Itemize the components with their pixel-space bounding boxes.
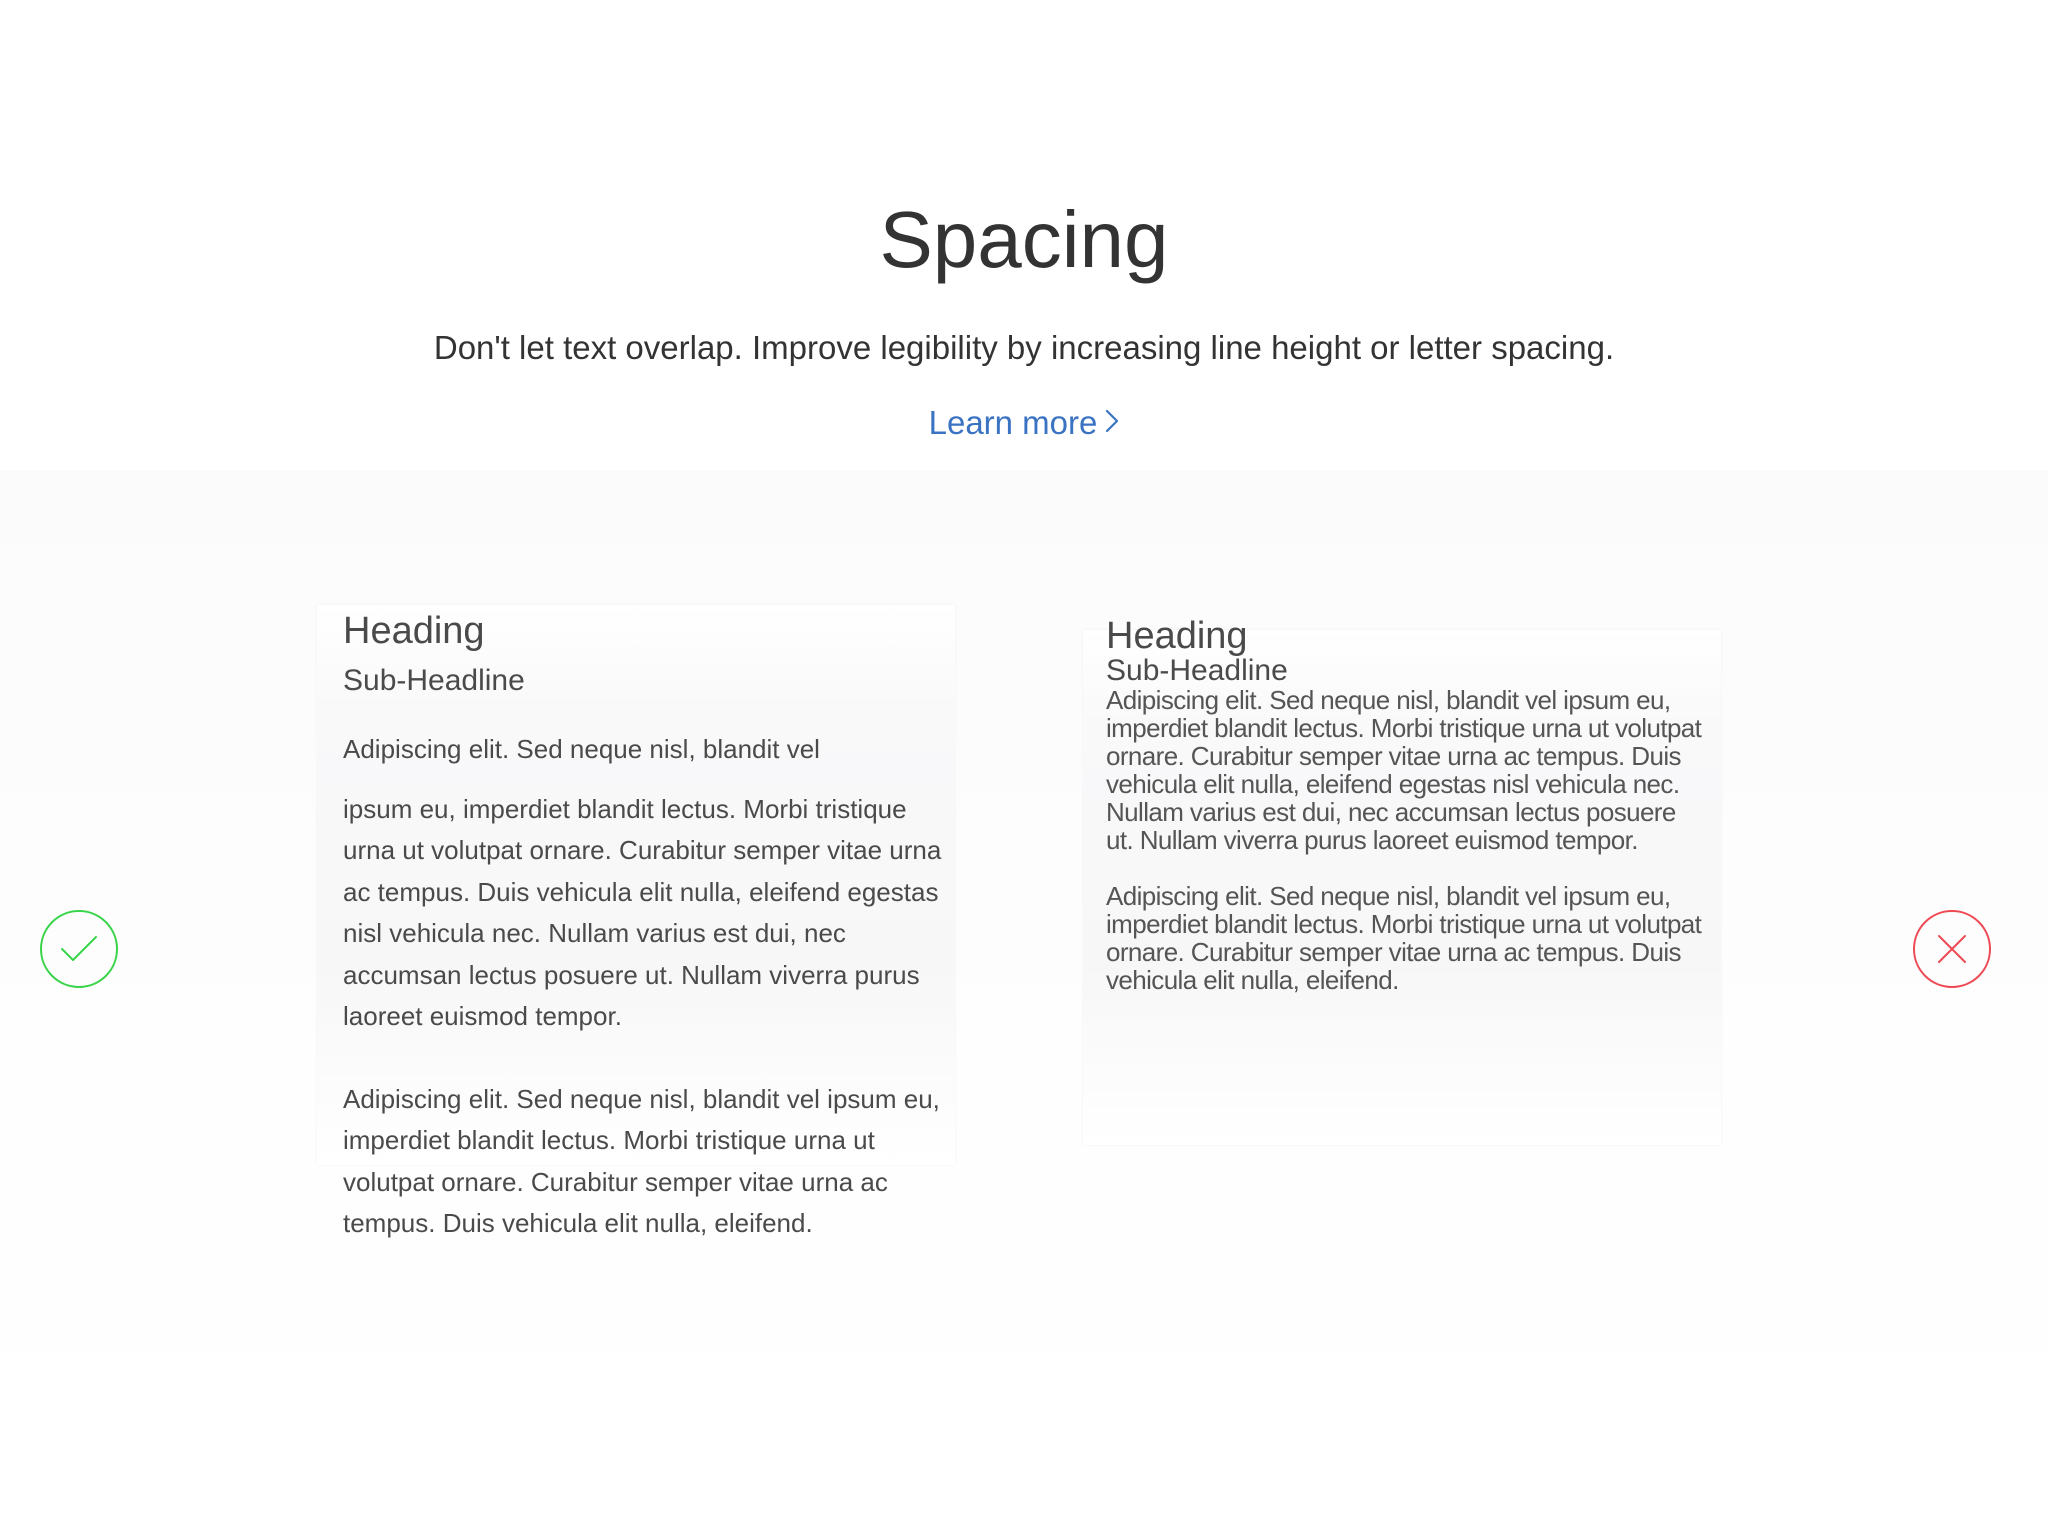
bad-example-subheadline: Sub-Headline xyxy=(1106,654,1288,687)
good-example-paragraph: Adipiscing elit. Sed neque nisl, blandit vel ipsum eu, imperdiet blandit lectus. Morbi tristique urna ut volutpat ornare. Curabitur semper vitae urna ac tempus. Duis vehicula elit nulla, eleifend. xyxy=(343,1083,940,1238)
good-example-paragraph: Adipiscing elit. Sed neque nisl, blandit vel xyxy=(343,734,820,764)
bad-example-heading: Heading xyxy=(1106,615,1248,657)
good-example-heading: Heading xyxy=(343,610,485,652)
chevron-right-icon xyxy=(1105,402,1119,442)
learn-more-link[interactable] xyxy=(0,403,2048,445)
bad-example-paragraph: Adipiscing elit. Sed neque nisl, blandit vel ipsum eu, imperdiet blandit lectus. Morbi tristique urna ut volutpat ornare. Curabitur semper vitae urna ac tempus. Duis vehicula elit nulla, eleifend. xyxy=(1106,881,1702,995)
page-subtitle: Don't let text overlap. Improve legibility by increasing line height or letter spacing. xyxy=(433,329,1615,366)
checkmark-circle-icon xyxy=(40,910,118,988)
learn-more-label: Learn more xyxy=(928,404,1098,441)
page-title: Spacing xyxy=(879,195,1169,284)
bad-example-content xyxy=(1106,616,1706,994)
example-stage xyxy=(0,470,2048,1470)
cross-circle-icon xyxy=(1913,910,1991,988)
good-example-subheadline: Sub-Headline xyxy=(343,664,525,697)
bad-example-paragraph: Adipiscing elit. Sed neque nisl, blandit vel ipsum eu, imperdiet blandit lectus. Morbi tristique urna ut volutpat ornare. Curabitur semper vitae urna ac tempus. Duis vehicula elit nulla, eleifend egestas nisl vehicula nec. Nullam varius est dui, nec accumsan lectus posuere ut. Nullam viverra purus laoreet euismod tempor. xyxy=(1106,685,1702,855)
good-example-paragraph: ipsum eu, imperdiet blandit lectus. Morbi tristique urna ut volutpat ornare. Curabitur semper vitae urna ac tempus. Duis vehicula elit nulla, eleifend egestas nisl vehicula nec. Nullam varius est dui, nec accumsan lectus posuere ut. Nullam viverra purus laoreet euismod tempor. xyxy=(343,793,942,1031)
good-example-content xyxy=(343,605,943,1245)
